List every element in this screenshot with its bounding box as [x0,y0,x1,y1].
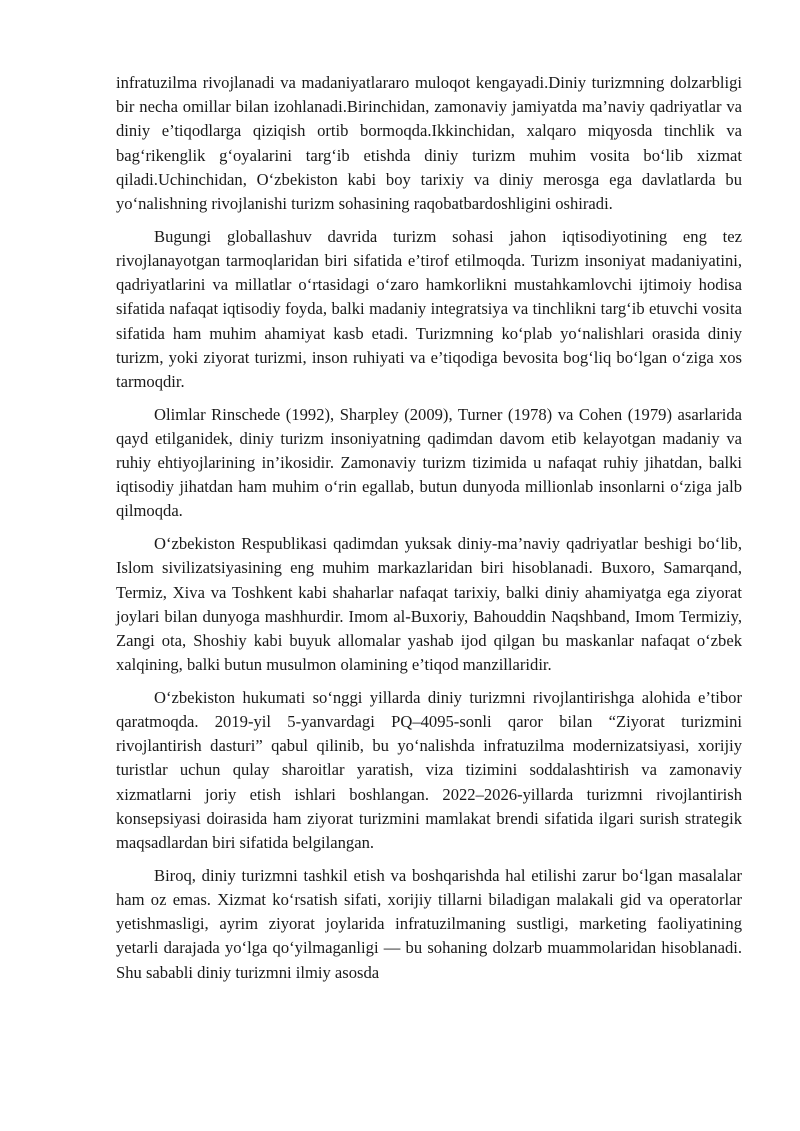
paragraph-6: Biroq, diniy turizmni tashkil etish va boshqarishda hal etilishi zarur bo‘lgan masalalar ham oz emas. Xizmat ko‘rsatish sifati, xorijiy tillarni biladigan malakali gid va operatorlar yetishmasligi, ayrim ziyorat joylarida infratuzilmaning sustligi, marketing faoliyatining yetarli darajada yo‘lga qo‘yilmaganligi — bu sohaning dolzarb muammolaridan hisoblanadi. Shu sababli diniy turizmni ilmiy asosda [116,865,742,982]
paragraph-4: O‘zbekiston Respublikasi qadimdan yuksak diniy-ma’naviy qadriyatlar beshigi bo‘lib, Islom sivilizatsiyasining eng muhim markazlaridan biri hisoblanadi. Buxoro, Samarqand, Termiz, Xiva va Toshkent kabi shaharlar nafaqat tarixiy, balki diniy ahamiyatga ega ziyorat joylari bilan dunyoga mashhurdir. Imom al-Buxoriy, Bahouddin Naqshband, Imom Termiziy, Zangi ota, Shoshiy kabi buyuk allomalar yashab ijod qilgan bu maskanlar nafaqat o‘zbek xalqining, balki butun musulmon olamining e’tiqod manzillaridir. [116,534,742,675]
document-body [116,71,742,993]
paragraph-1: infratuzilma rivojlanadi va madaniyatlararo muloqot kengayadi.Diniy turizmning dolzarbligi bir necha omillar bilan izohlanadi.Birinchidan, zamonaviy jamiyatda ma’naviy qadriyatlar va diniy e’tiqodlarga qiziqish ortib bormoqda.Ikkinchidan, xalqaro miqyosda tinchlik va bag‘rikenglik g‘oyalarini targ‘ib etishda diniy turizm muhim vosita bo‘lib xizmat qiladi.Uchinchidan, O‘zbekiston kabi boy tarixiy va diniy merosga ega davlatlarda bu yo‘nalishning rivojlanishi turizm sohasining raqobatbardoshligini oshiradi. [116,73,742,214]
paragraph-5: O‘zbekiston hukumati so‘nggi yillarda diniy turizmni rivojlantirishga alohida e’tibor qaratmoqda. 2019-yil 5-yanvardagi PQ–4095-sonli qaror bilan “Ziyorat turizmini rivojlantirish dasturi” qabul qilinib, bu yo‘nalishda infratuzilma modernizatsiyasi, xorijiy turistlar uchun qulay sharoitlar yaratish, viza tizimini soddalashtirish va zamonaviy xizmatlarni joriy etish ishlari boshlangan. 2022–2026-yillarda turizmni rivojlantirish konsepsiyasi doirasida ham ziyorat turizmini mamlakat brendi sifatida ilgari surish strategik maqsadlardan biri sifatida belgilangan. [116,687,742,853]
paragraph-3: Olimlar Rinschede (1992), Sharpley (2009), Turner (1978) va Cohen (1979) asarlarida qayd etilganidek, diniy turizm insoniyatning qadimdan davom etib kelayotgan madaniy va ruhiy ehtiyojlarining in’ikosidir. Zamonaviy turizm tizimida u nafaqat ruhiy jihatdan, balki iqtisodiy jihatdan ham muhim o‘rin egallab, butun dunyoda millionlab insonlarni o‘ziga jalb qilmoqda. [116,404,742,521]
paragraph-2: Bugungi globallashuv davrida turizm sohasi jahon iqtisodiyotining eng tez rivojlanayotgan tarmoqlaridan biri sifatida e’tirof etilmoqda. Turizm insoniyat madaniyatini, qadriyatlarini va millatlar o‘rtasidagi o‘zaro hamkorlikni mustahkamlovchi ijtimoiy hodisa sifatida nafaqat iqtisodiy foyda, balki madaniy integratsiya va tinchlikni targ‘ib etuvchi vosita sifatida ham muhim ahamiyat kasb etadi. Turizmning ko‘plab yo‘nalishlari orasida diniy turizm, yoki ziyorat turizmi, inson ruhiyati va e’tiqodiga bevosita bog‘liq bo‘lgan o‘ziga xos tarmoqdir. [116,226,742,391]
